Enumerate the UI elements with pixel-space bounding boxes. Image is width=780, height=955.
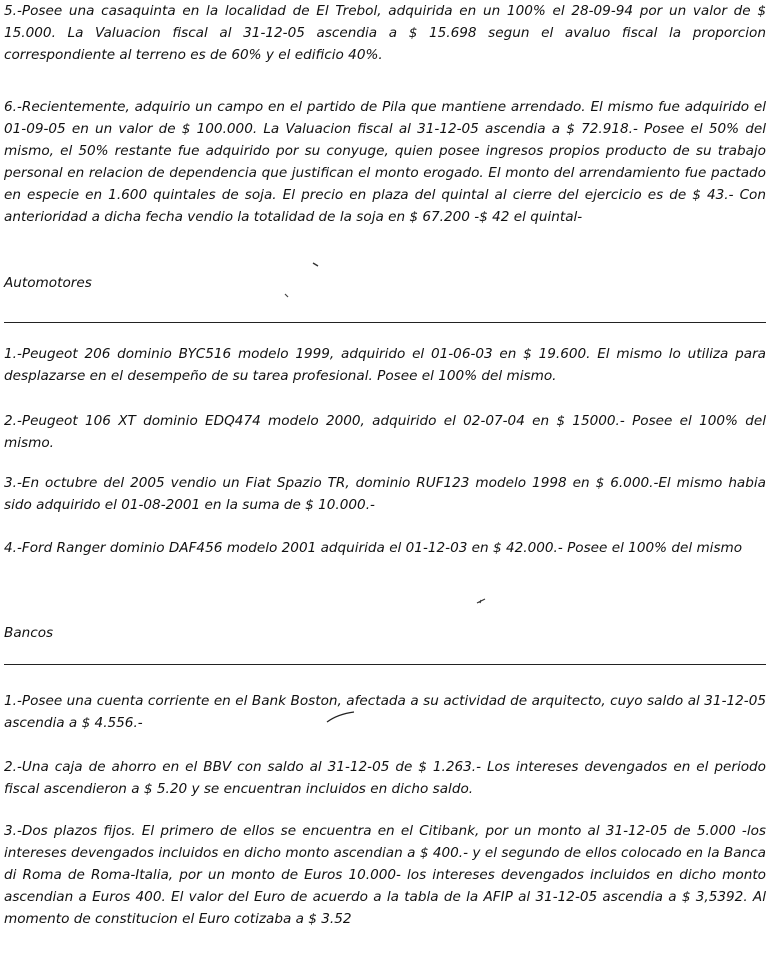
paragraph-plazos-fijos: 3.-Dos plazos fijos. El primero de ellos se encuentra en el Citibank, por un monto al 31-12-05 de 5.000 -los intereses devengados incluidos en dicho monto ascendian a $ 400.- y el segundo de ellos colocado en la Banca di Roma de Roma-Italia, por un monto de Euros 10.000- los intereses devengados incluidos en dicho monto ascendian a Euros 400. El valor del Euro de acuerdo a la tabla de la AFIP al 31-12-05 ascendia a $ 3,5392. Al momento de constitucion el Euro cotizaba a $ 3.52 [4,823,766,927]
paragraph-peugeot-206: 1.-Peugeot 206 dominio BYC516 modelo 1999, adquirido el 01-06-03 en $ 19.600. El mismo lo utiliza para desplazarse en el desempeño de su tarea profesional. Posee el 100% del mismo. [4,346,766,384]
scan-speck [312,262,320,268]
paragraph-fiat-spazio: 3.-En octubre del 2005 vendio un Fiat Spazio TR, dominio RUF123 modelo 1998 en $ 6.000.-El mismo habia sido adquirido el 01-08-2001 en la suma de $ 10.000.- [4,475,766,513]
paragraph-peugeot-106: 2.-Peugeot 106 XT dominio EDQ474 modelo 2000, adquirido el 02-07-04 en $ 15000.- Posee el 100% del mismo. [4,413,766,451]
paragraph-ford-ranger: 4.-Ford Ranger dominio DAF456 modelo 2001 adquirida el 01-12-03 en $ 42.000.- Posee el 100% del mismo [4,540,743,556]
section-divider [4,664,766,665]
pen-stroke [326,710,356,724]
paragraph-campo: 6.-Recientemente, adquirio un campo en el partido de Pila que mantiene arrendado. El mismo fue adquirido el 01-09-05 en un valor de $ 100.000. La Valuacion fiscal al 31-12-05 ascendia a $ 72.918.- Posee el 50% del mismo, el 50% restante fue adquirido por su conyuge, quien posee ingresos propios producto de su trabajo personal en relacion de dependencia que justifican el monto erogado. El monto del arrendamiento fue pactado en especie en 1.600 quintales de soja. El precio en plaza del quintal al cierre del ejercicio es de $ 43.- Con anterioridad a dicha fecha vendio la totalidad de la soja en $ 67.200 -$ 42 el quintal- [4,99,766,225]
scan-speck [476,596,488,606]
paragraph-caja-ahorro: 2.-Una caja de ahorro en el BBV con saldo al 31-12-05 de $ 1.263.- Los intereses devengados en el periodo fiscal ascendieron a $ 5.20 y se encuentran incluidos en dicho saldo. [4,759,766,797]
paragraph-bank-boston: 1.-Posee una cuenta corriente en el Bank Boston, afectada a su actividad de arquitecto, cuyo saldo al 31-12-05 ascendia a $ 4.556.- [4,693,766,731]
section-divider [4,322,766,323]
scan-speck [283,293,291,299]
section-heading-bancos: Bancos [4,625,54,641]
section-heading-automotores: Automotores [4,275,92,291]
paragraph-casaquinta: 5.-Posee una casaquinta en la localidad de El Trebol, adquirida en un 100% el 28-09-94 por un valor de $ 15.000. La Valuacion fiscal al 31-12-05 ascendia a $ 15.698 segun el avaluo fiscal la proporcion correspondiente al terreno es de 60% y el edificio 40%. [4,3,766,63]
